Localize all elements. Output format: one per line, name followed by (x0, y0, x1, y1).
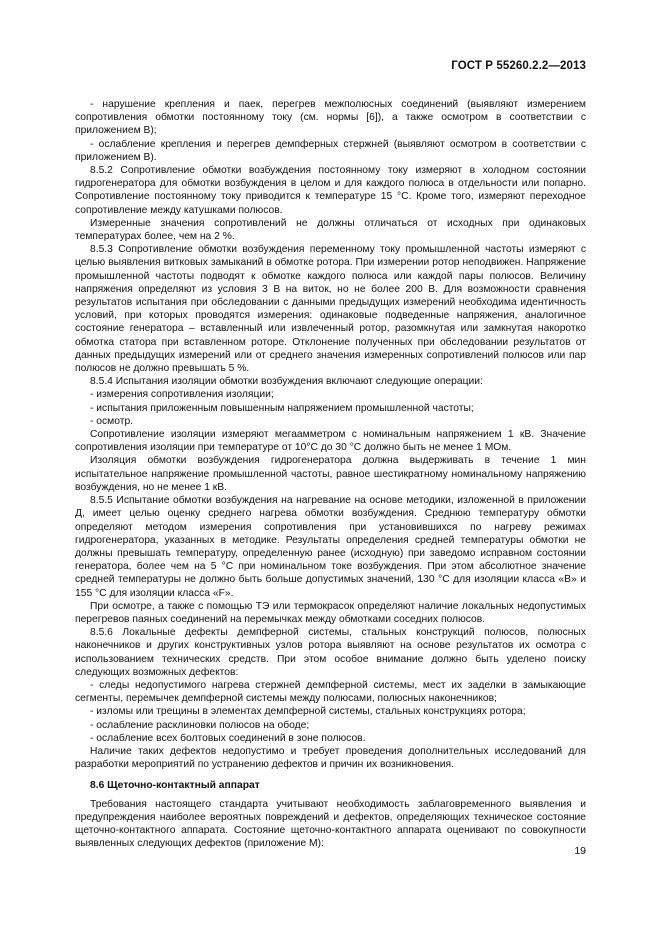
paragraph: - нарушение крепления и паек, перегрев межполюсных соединений (выявляют измерением сопротивления обмотки постоянному току (см. нормы [6]), а также осмотром в соответствии с приложением В); (75, 99, 586, 137)
section-heading: 8.6 Щеточно-контактный аппарат (90, 780, 260, 792)
paragraph: При осмотре, а также с помощью ТЭ или термокрасок определяют наличие локальных недопустимых перегревов паяных соединений на перемычках между обмотками соседних полюсов. (75, 600, 586, 625)
paragraph: - изломы или трещины в элементах демпферной системы, стальных конструкциях ротора; (90, 706, 526, 718)
paragraph: 8.5.2 Сопротивление обмотки возбуждения постоянному току измеряют в холодном состоянии гидрогенератора для обмотки возбуждения в целом и для каждого полюса в отдельности или попарно. Сопротивление постоянному току приводится к температуре 15 °С. Кроме того, измеряют переходное сопротивление между катушками полюсов. (75, 165, 586, 216)
paragraph: Наличие таких дефектов недопустимо и требует проведения дополнительных исследований для разработки мероприятий по устранению дефектов и причин их возникновения. (75, 745, 586, 771)
paragraph: - измерения сопротивления изоляции; (90, 389, 274, 401)
paragraph: - осмотр. (90, 415, 134, 427)
standard-designation: ГОСТ Р 55260.2.2—2013 (451, 60, 586, 72)
paragraph: 8.5.4 Испытания изоляции обмотки возбуждения включают следующие операции: (90, 376, 483, 388)
paragraph: - ослабление всех болтовых соединений в зоне полюсов. (90, 732, 366, 744)
paragraph: Измеренные значения сопротивлений не должны отличаться от исходных при одинаковых температурах более, чем на 2 %. (75, 217, 586, 243)
paragraph: - испытания приложенным повышенным напряжением промышленной частоты; (90, 402, 474, 414)
document-body (75, 98, 586, 850)
paragraph: Требования настоящего стандарта учитывают необходимость заблаговременного выявления и предупреждения наиболее вероятных повреждений и дефектов, определяющих техническое состояние щеточно-контактного аппарата. Состояние щеточно-контактного аппарата оценивают по совокупности выявленных следующих дефектов (приложение М): (75, 798, 586, 850)
paragraph: 8.5.5 Испытание обмотки возбуждения на нагревание на основе методики, изложенной в приложении Д, имеет целью оценку среднего нагрева обмотки возбуждения. Среднюю температуру обмотки определяют методом измерения сопротивления при установившихся по нагреву режимах гидрогенератора, указанных в методике. Результаты определения средней температуры обмотки не должны превышать температуру, определенную ранее (исходную) при заведомо исправном состоянии генератора, более чем на 5 °С при номинальном токе возбуждения. При этом абсолютное значение средней температуры не должно быть больше допустимых значений, 130 °С для изоляции класса «В» и 155 °С для изоляции класса «F». (75, 495, 586, 599)
paragraph: Сопротивление изоляции измеряют мегаамметром с номинальным напряжением 1 кВ. Значение сопротивления изоляции при температуре от 10°С до 30 °С должно быть не менее 1 МОм. (75, 429, 586, 454)
page-number: 19 (574, 845, 586, 857)
paragraph: - ослабление расклиновки полюсов на ободе; (90, 719, 310, 731)
paragraph: Изоляция обмотки возбуждения гидрогенератора должна выдерживать в течение 1 мин испытательное напряжение промышленной частоты, равное шестикратному номинальному напряжению возбуждения, но не менее 1 кВ. (75, 455, 586, 493)
paragraph: 8.5.6 Локальные дефекты демпферной системы, стальных конструкций полюсов, полюсных наконечников и других конструктивных узлов ротора выявляют на основе результатов их осмотра с использованием технических средств. При этом особое внимание должно быть уделено поиску следующих возможных дефектов: (75, 627, 586, 678)
paragraph: 8.5.3 Сопротивление обмотки возбуждения переменному току промышленной частоты измеряют с целью выявления витковых замыканий в обмотке ротора. При измерении ротор неподвижен. Напряжение промышленной частоты подводят к обмотке каждого полюса или каждой пары полюсов. Величину напряжения определяют из условия 3 В на виток, но не более 200 В. Для возможности сравнения результатов испытания при обследовании с данными предыдущих измерений необходима идентичность условий, при которых проводятся измерения: одинаковые подведенные напряжения, аналогичное состояние генератора – вставленный или извлеченный ротор, разомкнутая или замкнутая накоротко обмотка статора при вставленном роторе. Отклонение полученных при обследовании результатов от данных предыдущих измерений или от среднего значения измеренных сопротивлений полюсов или пар полюсов не должно превышать 5 %. (75, 244, 586, 375)
paragraph: - следы недопустимого нагрева стержней демпферной системы, мест их заделки в замыкающие сегменты, перемычек демпферной системы между полюсами, полюсных наконечников; (75, 679, 586, 705)
paragraph: - ослабление крепления и перегрев демпферных стержней (выявляют осмотром в соответствии с приложением В). (75, 138, 586, 163)
